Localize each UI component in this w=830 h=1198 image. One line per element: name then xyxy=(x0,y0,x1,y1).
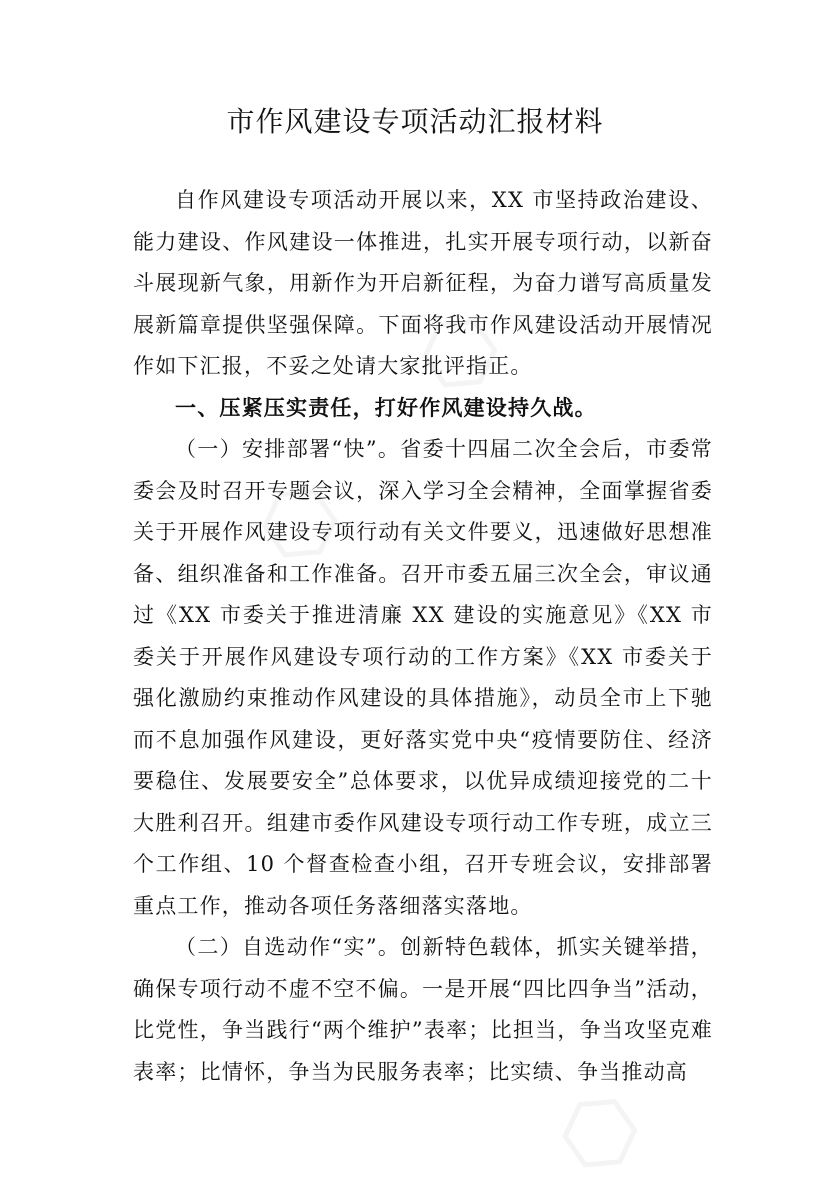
section-paragraph: （二）自选动作“实”。创新特色载体，抓实关键举措，确保专项行动不虚不空不偏。一是开展“四比四争当”活动，比党性，争当践行“两个维护”表率；比担当，争当攻坚克难表率；比情怀，争当为民服务表率；比实绩、争当推动高 xyxy=(133,935,713,1084)
document-body xyxy=(133,180,713,1093)
intro-paragraph: 自作风建设专项活动开展以来，XX 市坚持政治建设、能力建设、作风建设一体推进，扎实开展专项行动，以新奋斗展现新气象，用新作为开启新征程，为奋力谱写高质量发展新篇章提供坚强保障。下面将我市作风建设活动开展情况作如下汇报，不妥之处请大家批评指正。 xyxy=(133,188,713,378)
section-paragraph: （一）安排部署“快”。省委十四届二次全会后，市委常委会及时召开专题会议，深入学习全会精神，全面掌握省委关于开展作风建设专项行动有关文件要义，迅速做好思想准备、组织准备和工作准备。召开市委五届三次全会，审议通过《XX 市委关于推进清廉 XX 建设的实施意见》《XX 市委关于开展作风建设专项行动的工作方案》《XX 市委关于强化激励约束推动作风建设的具体措施》，动员全市上下驰而不息加强作风建设，更好落实党中央“疫情要防住、经济要稳住、发展要安全”总体要求，以优异成绩迎接党的二十大胜利召开。组建市委作风建设专项行动工作专班，成立三个工作组、10 个督查检查小组，召开专班会议，安排部署重点工作，推动各项任务落细落实落地。 xyxy=(133,437,713,918)
section-heading: 一、压紧压实责任，打好作风建设持久战。 xyxy=(175,395,597,420)
document-title: 市作风建设专项活动汇报材料 xyxy=(226,105,604,138)
